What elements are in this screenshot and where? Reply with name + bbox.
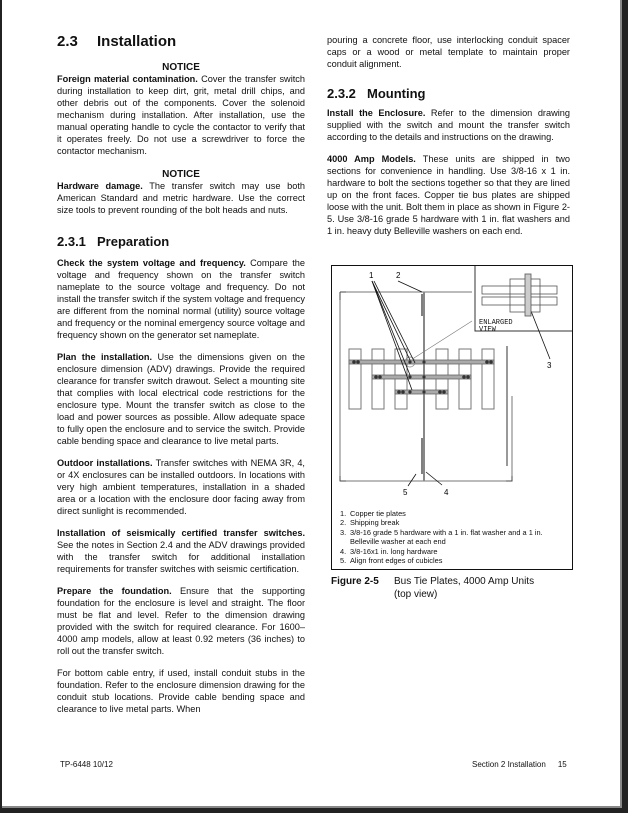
paragraph (57, 351, 305, 447)
paragraph-continuation: pouring a concrete floor, use interlocking conduit spacer caps or a wood or metal template to maintain proper conduit alignment. (327, 35, 570, 69)
section-title: Installation (97, 33, 177, 50)
paragraph (327, 107, 570, 143)
callout-5: 5 (403, 488, 408, 497)
callout-3: 3 (547, 361, 552, 370)
footer-section (472, 760, 567, 769)
legend-item (340, 547, 560, 556)
notice-text: Cover the transfer switch during installation to keep dirt, grit, metal drill chips, and other debris out of the components. Cover the solenoid mechanism during installation. After installation, use the manual operating handle to cycle the contactor to verify that it operates freely. Do not use a screwdriver to force the contactor mechanism. (57, 74, 305, 156)
notice-foreign-material (57, 73, 305, 157)
callout-4: 4 (444, 488, 449, 497)
callout-1: 1 (369, 271, 374, 280)
paragraph-text: These units are shipped in two sections for convenience in handling. Use 3/8-16 x 1 in. hardware to bolt the sections together so that they are lined up on the front faces. Copper tie bus plates are shipped loose with the unit. Bolt them in place as shown in Figure 2-5. Use 3/8-16 grade 5 hardware with 1 in. flat washers and 1 in. heavy duty Belleville washers on each end. (327, 154, 570, 236)
document-page (2, 0, 622, 808)
subsection-title: Preparation (97, 234, 170, 249)
paragraph-text: For bottom cable entry, if used, install conduit stubs in the foundation. Refer to the enclosure dimension drawing for the conduit stub locations. Provide cable bending space and clearance to live metal parts. When (57, 668, 305, 714)
notice-lead: Hardware damage. (57, 181, 143, 191)
legend-item (340, 518, 560, 527)
enlarged-label: ENLARGED (479, 319, 513, 327)
paragraph-text: Compare the voltage and frequency shown on the transfer switch nameplate to the source voltage and frequency. Do not install the transfer switch if the system voltage and frequency are different from the nominal normal (utility) source voltage and frequency or the nominal emergency source voltage and frequency shown on the generator set nameplate. (57, 258, 305, 340)
notice-lead: Foreign material contamination. (57, 74, 198, 84)
paragraph (57, 457, 305, 517)
legend-item (340, 556, 560, 565)
paragraph-lead: Prepare the foundation. (57, 586, 172, 596)
legend-item (340, 509, 560, 518)
legend-number: 3. (340, 527, 347, 537)
legend-item (340, 528, 560, 547)
paragraph-text: Transfer switches with NEMA 3R, 4, or 4X enclosures can be installed outdoors. In locations with very high ambient temperatures, installation in a shaded area or a location with the enclosure door facing away from direct sunlight is recommended. (57, 458, 305, 516)
caption-text: Bus Tie Plates, 4000 Amp Units (394, 576, 535, 587)
paragraph (57, 667, 305, 715)
subsection-number: 2.3.2 (327, 86, 356, 101)
paragraph-text: Ensure that the supporting foundation for the enclosure is level and straight. The floor must be flat and level. Refer to the dimension drawing provided with the switch for required clearance. For 1600–4000 amp models, allow at least 0.92 meters (36 inches) to roll out the transfer switch. (57, 586, 305, 656)
caption-label: Figure 2-5 (331, 576, 379, 587)
figure-caption (331, 576, 534, 600)
legend-text: 3/8-16x1 in. long hardware (350, 546, 438, 556)
notice-title: NOTICE (162, 62, 200, 73)
legend-number: 4. (340, 546, 347, 556)
paragraph-lead: Outdoor installations. (57, 458, 153, 468)
paragraph (57, 527, 305, 575)
legend-number: 2. (340, 518, 347, 528)
paragraph-text: Use the dimensions given on the enclosure dimension (ADV) drawings. Provide the required clearance for transfer switch drawout. Select a mounting site that complies with local electrical code restrictions for the enclosure type. Mount the transfer switch as close to the load and power sources as possible. Allow adequate space to fully open the enclosure and to service the switch. Provide cable bending space and clearance to live metal parts. (57, 352, 305, 446)
caption-subtext: (top view) (394, 589, 438, 600)
subsection-heading (57, 234, 305, 249)
figure-legend (340, 509, 560, 565)
subsection-title: Mounting (367, 86, 426, 101)
subsection-number: 2.3.1 (57, 234, 86, 249)
paragraph-lead: Install the Enclosure. (327, 108, 426, 118)
legend-number: 1. (340, 509, 347, 518)
paragraph (327, 153, 570, 237)
subsection-heading (327, 86, 570, 101)
legend-text: Shipping break (350, 518, 400, 528)
enlarged-label: VIEW (479, 326, 496, 334)
section-heading (57, 33, 305, 50)
page-number: 15 (557, 760, 567, 769)
notice-text: The transfer switch may use both American Standard and metric hardware. Use the correct size tools to prevent rounding of the bolt heads and nuts. (57, 181, 305, 215)
right-column (327, 34, 570, 237)
footer-section-label: Section 2 Installation (472, 760, 546, 769)
left-column (57, 33, 305, 715)
legend-text: 3/8-16 grade 5 hardware with a 1 in. flat washer and a 1 in. Belleville washer at each end (350, 527, 543, 547)
paragraph-lead: Plan the installation. (57, 352, 153, 362)
notice-hardware-damage (57, 180, 305, 216)
figure-2-5 (331, 265, 573, 570)
paragraph-text: Refer to the dimension drawing supplied with the switch and mount the transfer switch according to the details and instructions on the drawing. (327, 108, 570, 142)
footer-doc-id: TP-6448 10/12 (60, 760, 113, 769)
paragraph-text: See the notes in Section 2.4 and the ADV drawings provided with the transfer switch for additional installation requirements for transfer switches with seismic certification. (57, 540, 305, 574)
paragraph-lead: Check the system voltage and frequency. (57, 258, 246, 268)
paragraph-lead: Installation of seismically certified transfer switches. (57, 528, 305, 538)
callout-2: 2 (396, 271, 401, 280)
paragraph (57, 585, 305, 657)
paragraph-lead: 4000 Amp Models. (327, 154, 416, 164)
paragraph (57, 257, 305, 341)
notice-title: NOTICE (162, 169, 200, 180)
legend-text: Align front edges of cubicles (350, 556, 443, 566)
bus-tie-plates-diagram (332, 266, 572, 506)
legend-number: 5. (340, 556, 347, 566)
legend-text: Copper tie plates (350, 509, 406, 518)
section-number: 2.3 (57, 33, 78, 50)
